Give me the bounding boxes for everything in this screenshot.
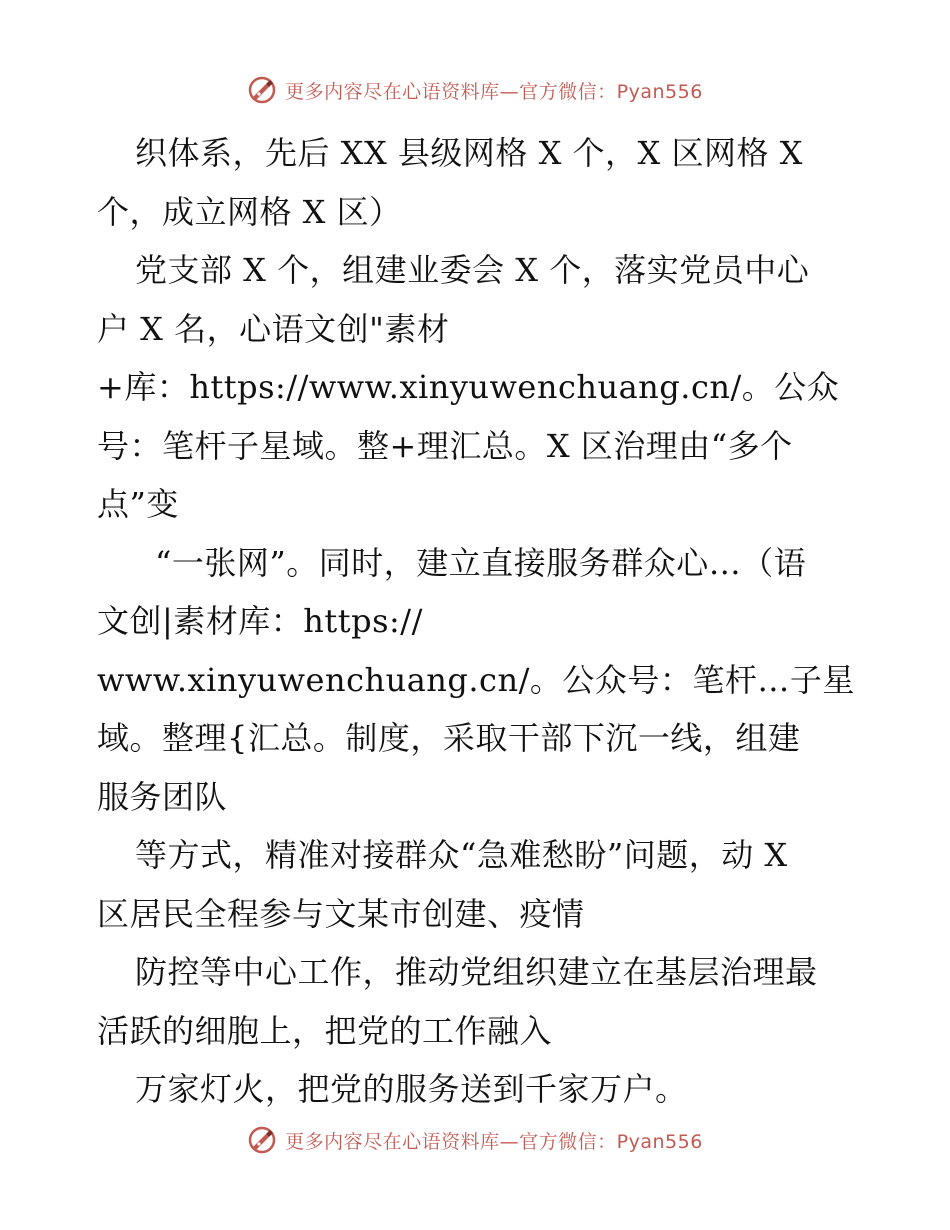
- body-line: 服务团队: [97, 777, 228, 816]
- body-line: 个，成立网格 X 区）: [97, 192, 402, 231]
- body-line: www.xinyuwenchuang.cn/。公众号：笔杆…子星: [97, 660, 855, 699]
- body-line: 域。整理{汇总。制度，采取干部下沉一线，组建: [97, 719, 801, 757]
- body-line: 织体系，先后 XX 县级网格 X 个，X 区网格 X: [135, 134, 803, 172]
- body-line: 万家灯火，把党的服务送到千家万户。: [135, 1070, 688, 1108]
- body-line: 防控等中心工作，推动党组织建立在基层治理最: [135, 953, 818, 991]
- header-banner: [0, 70, 950, 110]
- pen-nib-logo-icon: [247, 75, 277, 105]
- footer-banner: [0, 1120, 950, 1160]
- header-banner-text: 更多内容尽在心语资料库—官方微信：Pyan556: [285, 80, 703, 103]
- body-line: 党支部 X 个，组建业委会 X 个，落实党员中心: [135, 251, 810, 289]
- body-line: 户 X 名，心语文创"素材: [97, 309, 450, 348]
- pen-nib-logo-icon: [247, 1125, 277, 1155]
- footer-banner-text: 更多内容尽在心语资料库—官方微信：Pyan556: [285, 1130, 703, 1153]
- body-line: 文创|素材库：https://: [97, 602, 423, 640]
- body-line: 点”变: [97, 485, 179, 523]
- body-line: 活跃的细胞上，把党的工作融入: [97, 1011, 553, 1050]
- body-line: 等方式，精准对接群众“急难愁盼”问题，动 X: [135, 836, 788, 874]
- body-line: 号：笔杆子星域。整+理汇总。X 区治理由“多个: [97, 426, 793, 465]
- document-body: [97, 124, 857, 1119]
- body-line: 区居民全程参与文某市创建、疫情: [97, 894, 585, 933]
- body-line: +库：https://www.xinyuwenchuang.cn/。公众: [97, 368, 840, 406]
- body-line: “一张网”。同时，建立直接服务群众心…（语: [155, 543, 807, 582]
